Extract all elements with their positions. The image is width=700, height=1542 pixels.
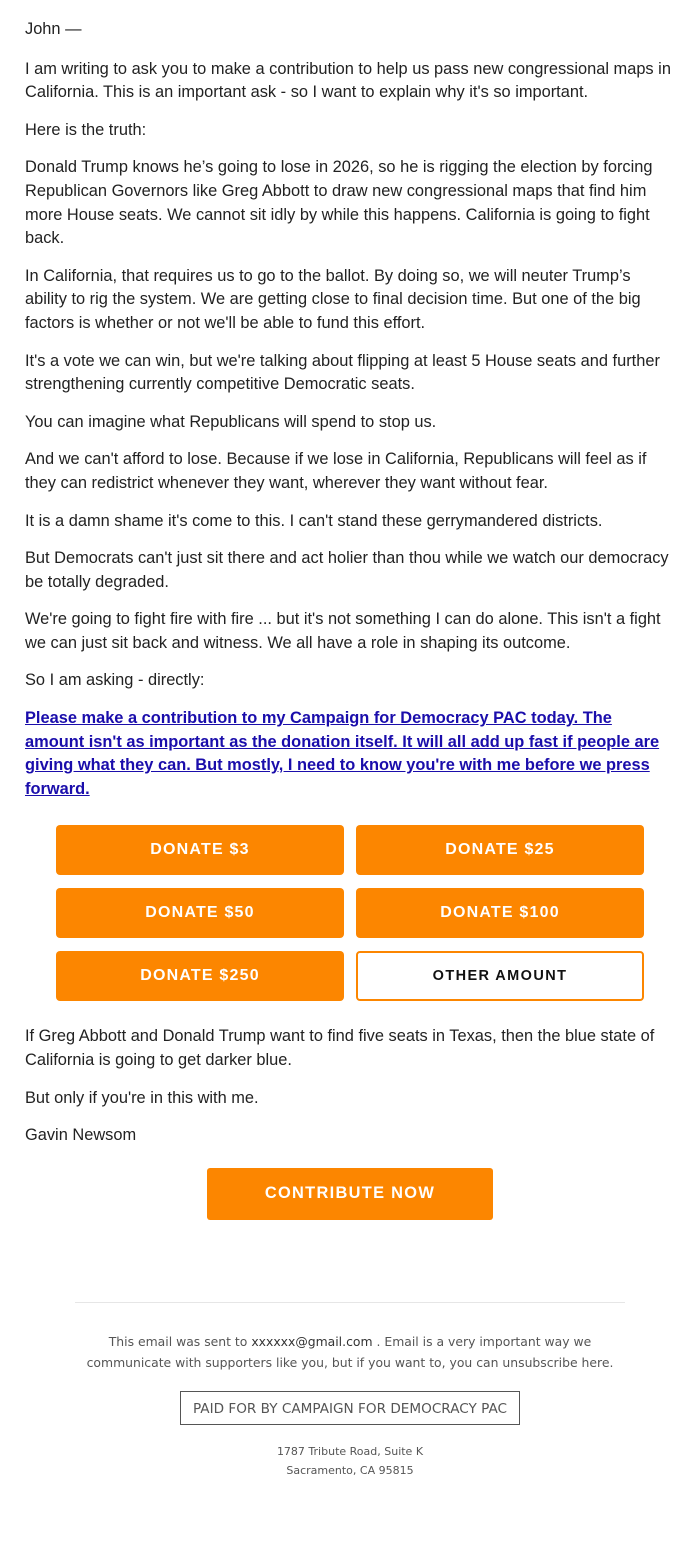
mailing-address (0, 1442, 700, 1480)
body-paragraph: So I am asking - directly: (25, 671, 205, 690)
body-paragraph: It is a damn shame it's come to this. I can't stand these gerrymandered districts. (25, 511, 603, 530)
body-paragraph: It's a vote we can win, but we're talking about flipping at least 5 House seats and further strengthening currently competitive Democratic seats. (25, 351, 660, 394)
donate-250-button[interactable]: DONATE $250 (56, 951, 344, 1001)
donate-3-button[interactable]: DONATE $3 (56, 825, 344, 875)
body-paragraph: We're going to fight fire with fire ... but it's not something I can do alone. This isn't a fight we can just sit back and witness. We all have a role in shaping its outcome. (25, 610, 661, 652)
sent-to-prefix: This email was sent to (108, 1333, 248, 1349)
body-paragraph: In California, that requires us to go to the ballot. By doing so, we will neuter Trump’s ability to rig the system. We are getting close to final decision time. But one of the big factors is whether or not we'll be able to fund this effort. (25, 266, 641, 332)
recipient-email: xxxxxx@gmail.com (251, 1333, 373, 1349)
other-amount-button[interactable]: OTHER AMOUNT (356, 951, 644, 1001)
donate-50-button[interactable]: DONATE $50 (56, 888, 344, 938)
paid-for-disclaimer: PAID FOR BY CAMPAIGN FOR DEMOCRACY PAC (180, 1391, 520, 1425)
body-paragraph: You can imagine what Republicans will spend to stop us. (25, 412, 437, 431)
contribute-wrapper (25, 1168, 675, 1220)
email-footer (0, 1331, 700, 1480)
body-paragraph: I am writing to ask you to make a contribution to help us pass new congressional maps in California. This is an important ask - so I want to explain why it's so important. (25, 59, 671, 102)
signature: Gavin Newsom (25, 1126, 137, 1145)
donate-100-button[interactable]: DONATE $100 (356, 888, 644, 938)
address-line-1: 1787 Tribute Road, Suite K (276, 1444, 424, 1458)
closing-paragraph: But only if you're in this with me. (25, 1088, 259, 1107)
sent-to-suffix: . Email is a very important way we communicate with supporters like you, but if you want to, you can unsubscribe here. (86, 1333, 614, 1370)
contribution-link[interactable]: Please make a contribution to my Campaign for Democracy PAC today. The amount isn't as important as the donation itself. It will all add up fast if people are giving what they can. But mostly, I need to know you're with me before we press forward. (25, 709, 660, 798)
donate-25-button[interactable]: DONATE $25 (356, 825, 644, 875)
donate-button-grid (56, 825, 644, 1001)
body-paragraph: And we can't afford to lose. Because if we lose in California, Republicans will feel as if they can redistrict whenever they want, wherever they want without fear. (25, 450, 647, 492)
body-paragraph: But Democrats can't just sit there and act holier than thou while we watch our democracy be totally degraded. (25, 549, 669, 591)
address-line-2: Sacramento, CA 95815 (286, 1463, 414, 1477)
footer-divider (75, 1302, 625, 1303)
greeting: John — (25, 20, 82, 38)
footer-note (70, 1331, 630, 1373)
contribute-now-button[interactable]: CONTRIBUTE NOW (207, 1168, 493, 1220)
body-paragraph: Donald Trump knows he’s going to lose in 2026, so he is rigging the election by forcing Republican Governors like Greg Abbott to draw new congressional maps that find him more House seats. We cannot sit idly by while this happens. California is going to fight back. (25, 158, 653, 248)
body-paragraph: Here is the truth: (25, 120, 147, 139)
closing-paragraph: If Greg Abbott and Donald Trump want to find five seats in Texas, then the blue state of California is going to get darker blue. (25, 1027, 655, 1070)
